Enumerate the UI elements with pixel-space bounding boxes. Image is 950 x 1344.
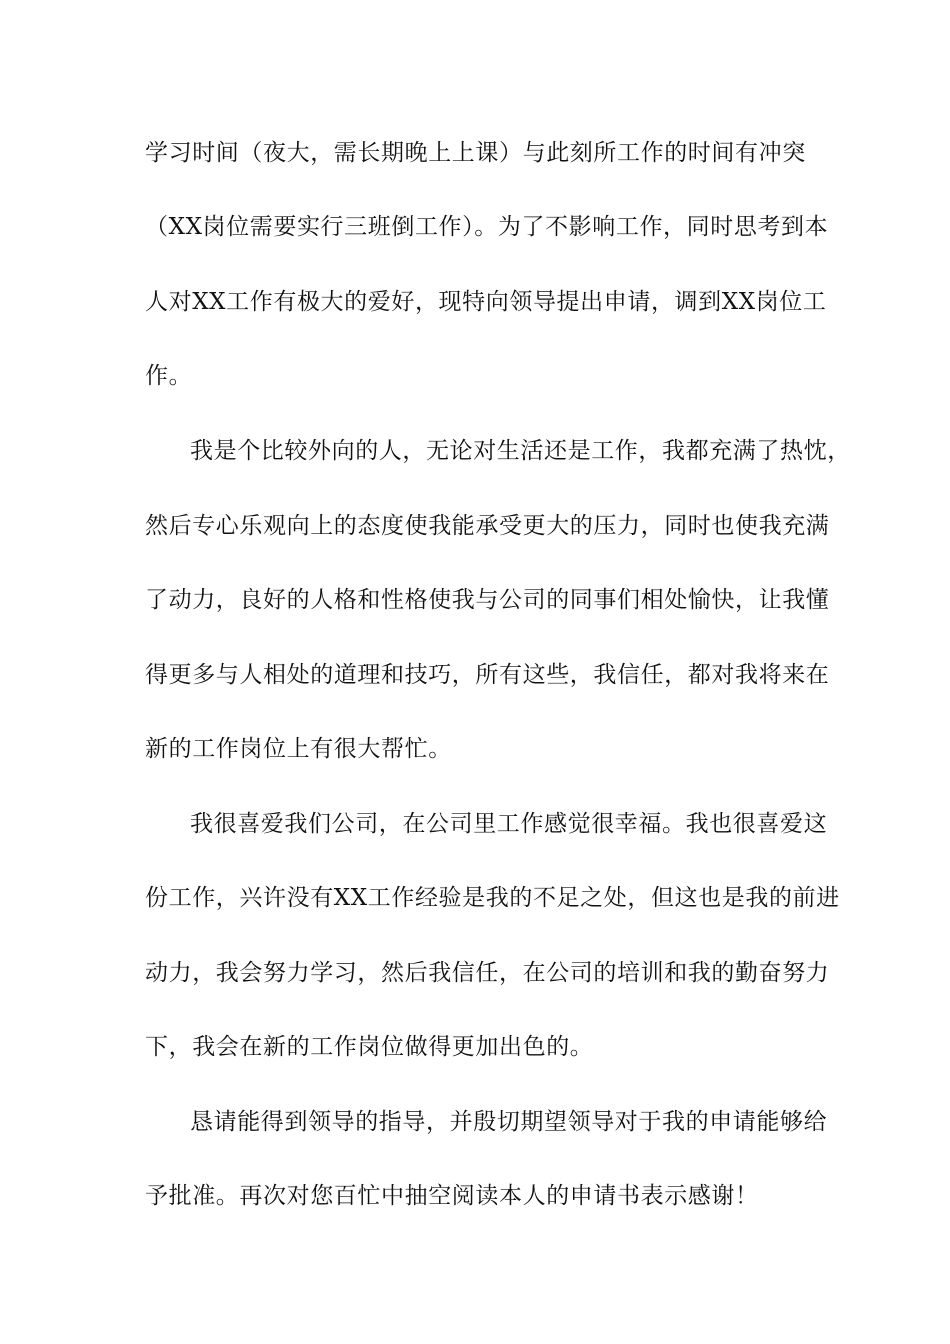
paragraph-2-line-1: 我是个比较外向的人，无论对生活还是工作，我都充满了热忱， — [190, 438, 851, 464]
paragraph-2-line-2: 然后专心乐观向上的态度使我能承受更大的压力，同时也使我充满 — [145, 513, 830, 539]
paragraph-2-line-5: 新的工作岗位上有很大帮忙。 — [145, 736, 452, 762]
paragraph-3-line-2: 份工作，兴许没有XX工作经验是我的不足之处，但这也是我的前进 — [145, 885, 840, 911]
paragraph-2-line-3: 了动力，良好的人格和性格使我与公司的同事们相处愉快，让我懂 — [145, 587, 830, 613]
paragraph-1-line-1: 学习时间（夜大，需长期晚上上课）与此刻所工作的时间有冲突 — [145, 140, 806, 166]
paragraph-3-line-4: 下，我会在新的工作岗位做得更加出色的。 — [145, 1034, 594, 1060]
paragraph-2-line-4: 得更多与人相处的道理和技巧，所有这些，我信任，都对我将来在 — [145, 662, 830, 688]
paragraph-1-line-2: （XX岗位需要实行三班倒工作）。为了不影响工作，同时思考到本 — [145, 214, 829, 240]
paragraph-3-line-3: 动力，我会努力学习，然后我信任，在公司的培训和我的勤奋努力 — [145, 960, 830, 986]
paragraph-4-line-1: 恳请能得到领导的指导，并殷切期望领导对于我的申请能够给 — [190, 1109, 828, 1135]
paragraph-4-line-2: 予批准。再次对您百忙中抽空阅读本人的申请书表示感谢！ — [145, 1183, 759, 1209]
paragraph-1-line-3: 人对XX工作有极大的爱好，现特向领导提出申请，调到XX岗位工 — [145, 289, 827, 315]
paragraph-3-line-1: 我很喜爱我们公司，在公司里工作感觉很幸福。我也很喜爱这 — [190, 811, 828, 837]
paragraph-1-line-4: 作。 — [145, 363, 193, 389]
